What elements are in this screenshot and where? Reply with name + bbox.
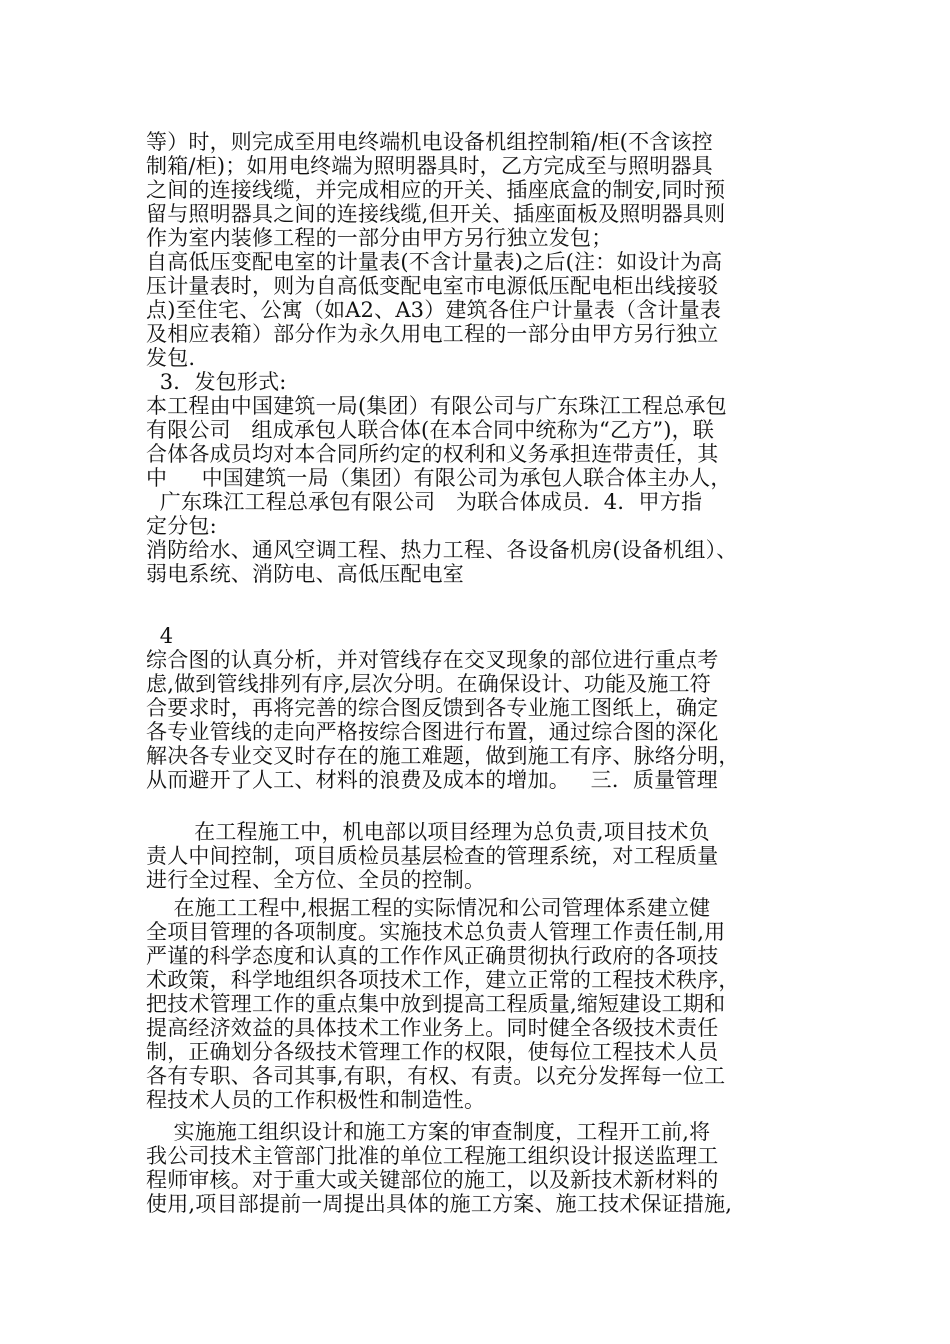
text-line: 发包. xyxy=(146,346,196,370)
page-number: 4 xyxy=(146,624,174,648)
text-line: 合要求时，再将完善的综合图反馈到各专业施工图纸上，确定 xyxy=(146,696,719,720)
text-line: 等）时，则完成至用电终端机电设备机组控制箱/柜(不含该控 xyxy=(146,130,713,154)
text-line: 点)至住宅、公寓（如A2、A3）建筑各住户计量表（含计量表 xyxy=(146,298,722,322)
section-heading: 3．发包形式: xyxy=(146,370,287,394)
text-line: 本工程由中国建筑一局(集团）有限公司与广东珠江工程总承包 xyxy=(146,394,727,418)
text-line: 及相应表箱）部分作为永久用电工程的一部分由甲方另行独立 xyxy=(146,322,719,346)
text-line: 制箱/柜)；如用电终端为照明器具时，乙方完成至与照明器具 xyxy=(146,154,713,178)
text-line: 虑,做到管线排列有序,层次分明。在确保设计、功能及施工符 xyxy=(146,672,711,696)
text-line: 使用,项目部提前一周提出具体的施工方案、施工技术保证措施, xyxy=(146,1192,733,1216)
text-line: 程技术人员的工作积极性和制造性。 xyxy=(146,1088,486,1112)
text-line: 自高低压变配电室的计量表(不含计量表)之后(注：如设计为高 xyxy=(146,250,723,274)
text-line: 把技术管理工作的重点集中放到提高工程质量,缩短建设工期和 xyxy=(146,992,726,1016)
text-line: 术政策，科学地组织各项技术工作，建立正常的工程技术秩序， xyxy=(146,968,740,992)
text-line: 在工程施工中，机电部以项目经理为总负责,项目技术负 xyxy=(146,820,710,844)
text-line: 各专业管线的走向严格按综合图进行布置，通过综合图的深化 xyxy=(146,720,719,744)
text-line: 压计量表时，则为自高低变配电室市电源低压配电柜出线接驳 xyxy=(146,274,719,298)
text-line: 程师审核。对于重大或关键部位的施工，以及新技术新材料的 xyxy=(146,1168,719,1192)
text-line: 严谨的科学态度和认真的工作作风正确贯彻执行政府的各项技 xyxy=(146,944,719,968)
text-line: 各有专职、各司其事,有职，有权、有责。以充分发挥每一位工 xyxy=(146,1064,726,1088)
text-line: 之间的连接线缆，并完成相应的开关、插座底盒的制安,同时预 xyxy=(146,178,726,202)
text-line: 留与照明器具之间的连接线缆,但开关、插座面板及照明器具则 xyxy=(146,202,726,226)
text-line: 广东珠江工程总承包有限公司 为联合体成员. 4．甲方指 xyxy=(146,490,703,514)
text-line: 合体各成员均对本合同所约定的权利和义务承担连带责任，其 xyxy=(146,442,719,466)
text-line: 有限公司 组成承包人联合体(在本合同中统称为“乙方”)，联 xyxy=(146,418,715,442)
text-line: 综合图的认真分析，并对管线存在交叉现象的部位进行重点考 xyxy=(146,648,719,672)
text-line: 在施工工程中,根据工程的实际情况和公司管理体系建立健 xyxy=(146,896,711,920)
text-line: 我公司技术主管部门批准的单位工程施工组织设计报送监理工 xyxy=(146,1144,719,1168)
text-line: 定分包: xyxy=(146,514,217,538)
text-line: 从而避开了人工、材料的浪费及成本的增加。 三．质量管理 xyxy=(146,768,718,792)
text-line: 制，正确划分各级技术管理工作的权限，使每位工程技术人员 xyxy=(146,1040,719,1064)
text-line: 进行全过程、全方位、全员的控制。 xyxy=(146,868,486,892)
text-line: 弱电系统、消防电、高低压配电室 xyxy=(146,562,464,586)
text-line: 消防给水、通风空调工程、热力工程、各设备机房(设备机组）、 xyxy=(146,538,738,562)
text-line: 解决各专业交叉时存在的施工难题，做到施工有序、脉络分明， xyxy=(146,744,740,768)
text-line: 实施施工组织设计和施工方案的审查制度，工程开工前,将 xyxy=(146,1120,711,1144)
text-line: 责人中间控制，项目质检员基层检查的管理系统，对工程质量 xyxy=(146,844,719,868)
text-line: 作为室内装修工程的一部分由甲方另行独立发包； xyxy=(146,226,613,250)
text-line: 提高经济效益的具体技术工作业务上。同时健全各级技术责任 xyxy=(146,1016,719,1040)
text-line: 中 中国建筑一局（集团）有限公司为承包人联合体主办人， xyxy=(146,466,732,490)
text-line: 全项目管理的各项制度。实施技术总负责人管理工作责任制,用 xyxy=(146,920,726,944)
